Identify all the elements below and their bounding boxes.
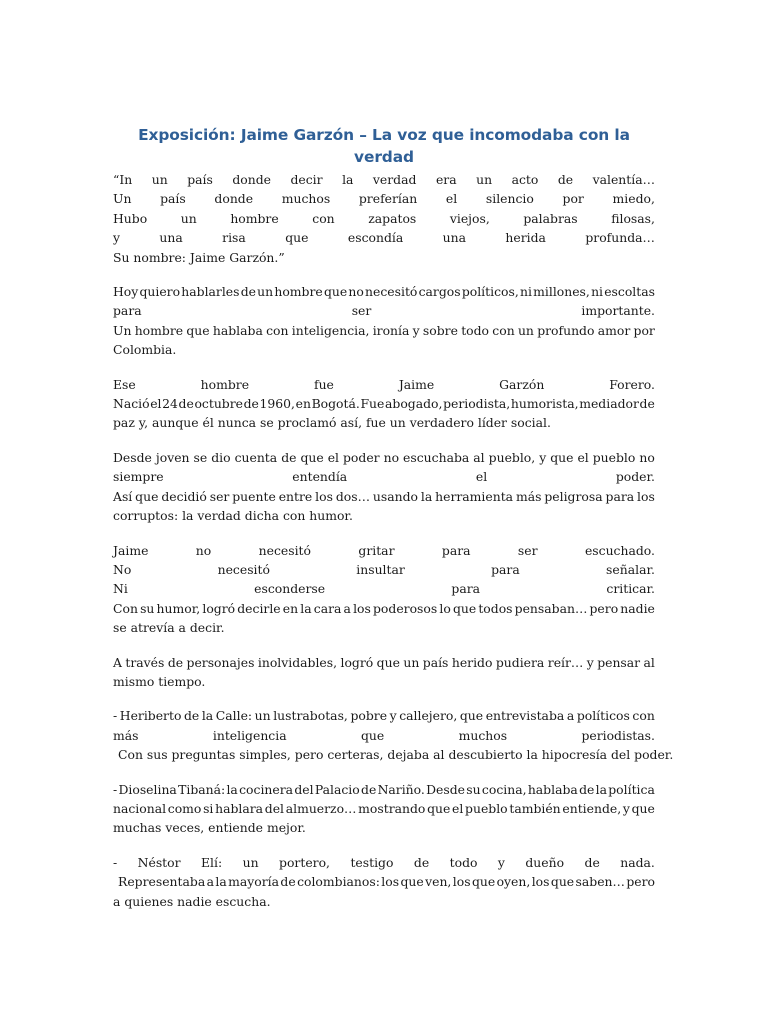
word: silencio [485, 191, 534, 207]
word: inteligencia [212, 727, 287, 743]
word: Con [113, 600, 138, 616]
paragraph [113, 780, 655, 838]
word: también [509, 800, 561, 816]
word: saben… [575, 874, 625, 890]
word: hombre [274, 284, 323, 300]
word: los [381, 874, 400, 890]
word: de [579, 781, 595, 797]
word: que [285, 230, 309, 246]
word: los [531, 874, 550, 890]
word: pero [589, 600, 619, 616]
word: lo [439, 600, 451, 616]
word: y [539, 449, 547, 465]
word: pueblo [465, 800, 508, 816]
word: fue [313, 376, 334, 392]
word: más [113, 727, 139, 743]
word: la [420, 488, 433, 504]
word: Ese [113, 376, 136, 392]
word: insultar [356, 561, 405, 577]
word: Un [113, 191, 132, 207]
word: Ni [113, 581, 128, 597]
word: sobre [422, 322, 458, 338]
word: entre [278, 488, 313, 504]
word: que [135, 488, 159, 504]
word: testigo [350, 854, 394, 870]
word: ser [209, 488, 230, 504]
word: escondía [347, 230, 404, 246]
word: Hoy [113, 284, 139, 300]
word: que [300, 449, 324, 465]
word: Elí: [201, 854, 223, 870]
word: para [491, 561, 520, 577]
word: de [184, 708, 200, 724]
word: un [151, 172, 168, 187]
word: al [473, 449, 485, 465]
text-line [113, 301, 655, 320]
word: Jaime [113, 542, 149, 558]
word: más [515, 488, 542, 504]
word: oyen, [496, 874, 531, 890]
text-line: Colombia. [113, 342, 177, 358]
paragraph [113, 541, 655, 638]
word: un [242, 854, 259, 870]
word: cocina, [481, 781, 527, 797]
word: con [312, 210, 335, 226]
paragraph [113, 375, 655, 433]
word: que [452, 600, 477, 616]
word: decirle [237, 600, 281, 616]
word: periodista, [443, 396, 511, 412]
word: Tibaná: [178, 781, 226, 797]
word: puente [232, 488, 276, 504]
word: dio [211, 449, 231, 465]
word: de [557, 172, 574, 187]
text-line [113, 487, 655, 506]
word: pudiera [495, 654, 545, 670]
word: de [240, 284, 256, 300]
word: través [125, 654, 165, 670]
word: pobre [350, 708, 388, 724]
word: como [167, 800, 202, 816]
word: pero [626, 874, 655, 890]
word: que [360, 727, 385, 743]
word: miedo, [612, 191, 655, 207]
word: acto [511, 172, 539, 187]
word: para [113, 303, 142, 319]
text-line [113, 209, 655, 228]
text-line [113, 599, 655, 618]
word: Heriberto [119, 708, 182, 724]
word: ni [591, 284, 604, 300]
document-body [113, 170, 674, 911]
word: nacional [113, 800, 167, 816]
word: y [622, 800, 630, 816]
word: decidió [161, 488, 207, 504]
word: entrevistaba [485, 708, 565, 724]
word: criticar. [606, 581, 655, 597]
word: decir [290, 172, 323, 187]
word: ser [517, 542, 538, 558]
word: los [637, 488, 655, 504]
word: Hubo [113, 210, 148, 226]
word: de [584, 854, 600, 870]
word: cocinera [239, 781, 294, 797]
word: los [315, 488, 333, 504]
word: octubre [194, 396, 243, 412]
text-line [113, 706, 655, 725]
word: y [497, 854, 505, 870]
word: que [550, 874, 575, 890]
text-line: se atrevía a decir. [113, 620, 225, 636]
text-line [113, 579, 655, 598]
word: reír… [547, 654, 584, 670]
word: que [471, 874, 496, 890]
word: un [180, 210, 197, 226]
word: políticos [576, 708, 630, 724]
word: dueño [525, 854, 565, 870]
paragraph [113, 170, 655, 267]
word: si [203, 800, 214, 816]
word: y [389, 708, 397, 724]
word: ni [519, 284, 532, 300]
text-line: corruptos: la verdad dicha con humor. [113, 508, 353, 524]
word: Desde [113, 449, 152, 465]
word: el [475, 469, 488, 485]
document-title: Exposición: Jaime Garzón – La voz que incomodaba con la verdad [138, 126, 630, 166]
word: un [517, 322, 534, 338]
word: para [451, 581, 481, 597]
word: era [435, 172, 457, 187]
text-line: muchas veces, entiende mejor. [113, 820, 306, 836]
word: almuerzo… [285, 800, 357, 816]
word: colombianos: [297, 874, 380, 890]
word: preferían [358, 191, 418, 207]
word: Así [113, 488, 133, 504]
text-line [113, 780, 655, 799]
word: logró [202, 600, 236, 616]
word: hablaba [527, 781, 578, 797]
word: Forero. [609, 376, 655, 392]
word: la [342, 172, 354, 187]
word: que [427, 800, 451, 816]
word: palabras [523, 210, 578, 226]
word: poderosos [373, 600, 438, 616]
word: todo [449, 854, 478, 870]
word: logró [340, 654, 374, 670]
word: a [566, 708, 575, 724]
word: no [639, 449, 655, 465]
word: de [639, 396, 655, 412]
word: pueblo, [488, 449, 536, 465]
text-line [113, 726, 655, 745]
text-line [113, 799, 655, 818]
word: que [631, 800, 655, 816]
word: todo [461, 322, 490, 338]
word: periodistas. [581, 727, 655, 743]
paragraph [113, 448, 655, 526]
word: los [452, 874, 471, 890]
word: Un [113, 322, 132, 338]
word: del [264, 800, 285, 816]
word: millones, [533, 284, 590, 300]
text-line: Con sus preguntas simples, pero certeras, dejaba al descubierto la hipocresía del poder. [118, 747, 674, 763]
word: los [353, 600, 371, 616]
word: amor [597, 322, 631, 338]
word: siempre [113, 469, 164, 485]
word: herido [451, 654, 493, 670]
paragraph [113, 853, 655, 911]
word: la [226, 781, 238, 797]
word: Nariño. [377, 781, 425, 797]
document-page [113, 124, 674, 926]
word: portero, [279, 854, 330, 870]
word: escuchaba [403, 449, 470, 465]
word: un [254, 708, 271, 724]
word: que [323, 284, 348, 300]
text-line: a quienes nadie escucha. [113, 893, 271, 909]
word: hablara [215, 800, 264, 816]
word: país [187, 172, 213, 187]
word: muchos [281, 191, 331, 207]
word: de [413, 854, 430, 870]
word: el [327, 449, 339, 465]
word: con [632, 708, 655, 724]
word: no [348, 284, 364, 300]
word: cara [313, 600, 342, 616]
word: al [643, 654, 655, 670]
word: cuenta [234, 449, 278, 465]
word: con [266, 322, 289, 338]
text-line [113, 560, 655, 579]
text-line [113, 189, 655, 208]
word: su [466, 781, 481, 797]
word: donde [214, 191, 254, 207]
word: No [113, 561, 132, 577]
word: - [113, 781, 118, 797]
word: escuchado. [584, 542, 655, 558]
text-line [113, 653, 655, 672]
word: lustrabotas, [273, 708, 348, 724]
word: la [215, 874, 227, 890]
text-line [113, 872, 655, 891]
word: pensar [597, 654, 641, 670]
word: una [442, 230, 466, 246]
word: pensaban… [514, 600, 588, 616]
word: a [343, 600, 351, 616]
word: el [577, 449, 589, 465]
text-line [113, 467, 655, 486]
word: necesitó [365, 284, 418, 300]
text-line [113, 448, 655, 467]
word: quiero [139, 284, 181, 300]
text-line [113, 321, 655, 340]
word: un [257, 284, 274, 300]
text-line [113, 282, 655, 301]
word: profundo [537, 322, 595, 338]
word: en [295, 396, 311, 412]
word: de [281, 449, 297, 465]
word: un [403, 654, 420, 670]
word: y [113, 230, 120, 246]
word: abogado, [385, 396, 443, 412]
word: un [476, 172, 493, 187]
word: mayoría [228, 874, 280, 890]
word: nada. [620, 854, 655, 870]
word: país [422, 654, 449, 670]
word: hablaba [212, 322, 263, 338]
word: risa [222, 230, 246, 246]
word: Garzón [499, 376, 545, 392]
word: joven [155, 449, 190, 465]
word: política [608, 781, 655, 797]
word: a [206, 874, 214, 890]
word: el [445, 191, 458, 207]
word: Representaba [118, 874, 206, 890]
word: Nació [113, 396, 150, 412]
word: esconderse [254, 581, 326, 597]
word: que [376, 654, 400, 670]
word: una [159, 230, 183, 246]
word: de [243, 396, 259, 412]
text-line [113, 228, 655, 247]
word: no [195, 542, 212, 558]
word: políticos, [461, 284, 519, 300]
paragraph [113, 653, 655, 692]
word: Dioselina [118, 781, 177, 797]
word: de [280, 874, 296, 890]
word: para [605, 488, 635, 504]
word: hablarles [181, 284, 240, 300]
word: se [193, 449, 208, 465]
text-line [113, 170, 655, 189]
word: ser [351, 303, 372, 319]
word: y [586, 654, 594, 670]
word: humor, [156, 600, 201, 616]
text-line [113, 375, 655, 394]
word: pueblo [592, 449, 636, 465]
word: mediador [579, 396, 639, 412]
word: usando [372, 488, 418, 504]
word: para [441, 542, 471, 558]
word: Desde [426, 781, 466, 797]
word: herramienta [435, 488, 514, 504]
word: Bogotá. [311, 396, 360, 412]
word: poder [343, 449, 380, 465]
word: humorista, [510, 396, 579, 412]
word: no [383, 449, 400, 465]
word: mostrando [358, 800, 426, 816]
word: Fue [360, 396, 385, 412]
word: Palacio [314, 781, 360, 797]
word: zapatos [368, 210, 417, 226]
word: que [550, 449, 574, 465]
word: filosas, [611, 210, 655, 226]
word: Néstor [137, 854, 181, 870]
word: peligrosa [544, 488, 603, 504]
word: ironía [372, 322, 410, 338]
word: ven, [425, 874, 452, 890]
word: con [492, 322, 515, 338]
word: inolvidables, [257, 654, 338, 670]
word: - [113, 854, 118, 870]
text-line: Su nombre: Jaime Garzón.” [113, 249, 285, 265]
word: profunda… [585, 230, 655, 246]
word: personajes [186, 654, 255, 670]
word: nadie [620, 600, 655, 616]
text-line [113, 541, 655, 560]
word: 24 [162, 396, 178, 412]
word: 1960, [259, 396, 295, 412]
word: escoltas [604, 284, 655, 300]
word: entiende, [562, 800, 622, 816]
paragraph [113, 706, 674, 764]
word: que [186, 322, 210, 338]
word: valentía… [592, 172, 655, 187]
word: su [140, 600, 155, 616]
word: que [400, 874, 424, 890]
word: viejos, [449, 210, 490, 226]
word: señalar. [606, 561, 655, 577]
word: entendía [292, 469, 348, 485]
word: Calle: [215, 708, 253, 724]
word: hombre [200, 376, 250, 392]
word: de [361, 781, 377, 797]
word: “In [113, 172, 133, 187]
word: verdad [372, 172, 417, 187]
word: herida [505, 230, 546, 246]
text-line [113, 394, 655, 413]
word: necesitó [217, 561, 270, 577]
word: la [201, 708, 214, 724]
word: el [452, 800, 464, 816]
text-line: paz y, aunque él nunca se proclamó así, fue un verdadero líder social. [113, 415, 551, 431]
word: hombre [134, 322, 184, 338]
word: por [562, 191, 584, 207]
word: del [294, 781, 314, 797]
word: de [178, 396, 194, 412]
word: gritar [358, 542, 395, 558]
word: cargos [418, 284, 461, 300]
word: inteligencia, [291, 322, 370, 338]
word: Jaime [398, 376, 435, 392]
word: - [113, 708, 118, 724]
word: poder. [615, 469, 655, 485]
word: la [595, 781, 607, 797]
word: la [300, 600, 312, 616]
paragraph [113, 282, 655, 360]
text-line: mismo tiempo. [113, 673, 206, 689]
word: y [412, 322, 420, 338]
word: importante. [581, 303, 655, 319]
word: por [633, 322, 655, 338]
word: A [113, 654, 122, 670]
word: que [459, 708, 484, 724]
word: donde [232, 172, 271, 187]
word: país [160, 191, 186, 207]
word: el [150, 396, 162, 412]
word: muchos [458, 727, 508, 743]
word: todos [478, 600, 513, 616]
word: en [282, 600, 299, 616]
word: de [167, 654, 184, 670]
word: dos… [335, 488, 370, 504]
word: hombre [230, 210, 279, 226]
word: callejero, [399, 708, 458, 724]
word: necesitó [258, 542, 311, 558]
text-line [113, 853, 655, 872]
